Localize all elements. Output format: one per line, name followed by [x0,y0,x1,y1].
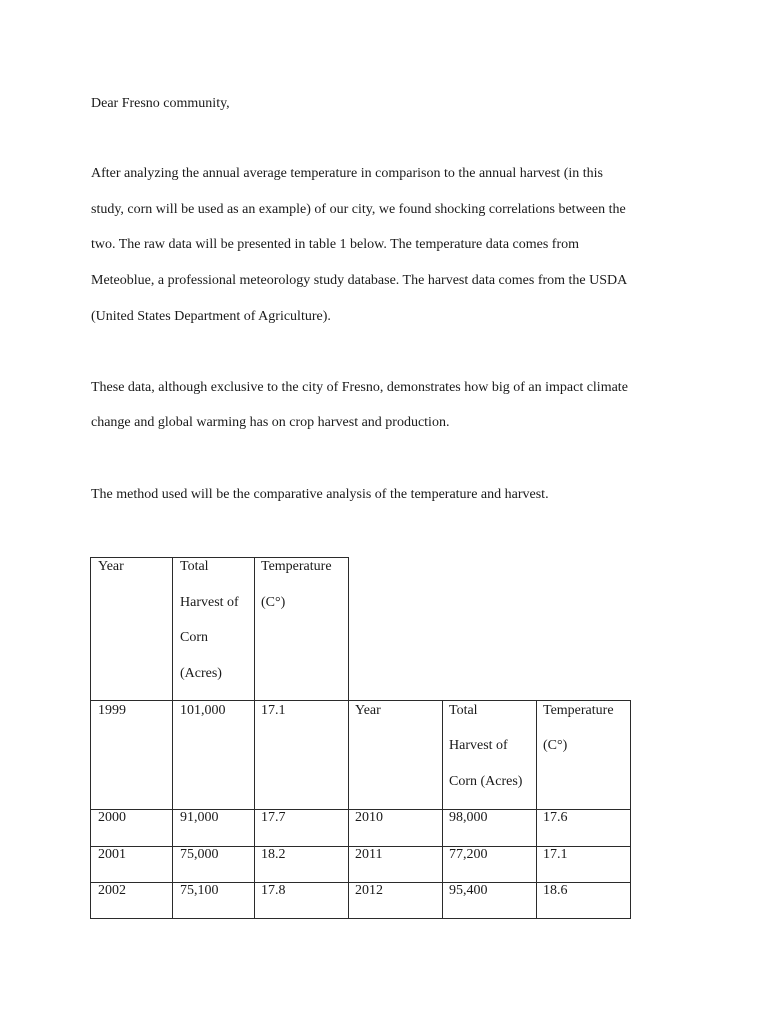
column-header-temperature-line: (C°) [261,595,286,610]
table-cell [254,557,349,701]
cell-year: 2001 [98,847,126,862]
paragraph-2-line-1: These data, although exclusive to the city of Fresno, demonstrates how big of an impact climate [91,380,628,395]
column-header-year: Year [98,559,124,574]
greeting: Dear Fresno community, [91,96,230,111]
column-header-harvest-line: Total [449,703,478,718]
cell-temperature: 17.1 [543,847,568,862]
cell-harvest: 91,000 [180,810,219,825]
cell-harvest: 101,000 [180,703,226,718]
column-header-temperature-line: (C°) [543,738,568,753]
cell-temperature: 18.2 [261,847,286,862]
column-header-harvest-line: Total [180,559,209,574]
paragraph-1-line-1: After analyzing the annual average temperature in comparison to the annual harvest (in this [91,166,603,181]
cell-temperature: 17.1 [261,703,286,718]
cell-temperature: 17.8 [261,883,286,898]
cell-year: 2002 [98,883,126,898]
cell-year: 2000 [98,810,126,825]
column-header-temperature-line: Temperature [543,703,614,718]
paragraph-1-line-5: (United States Department of Agriculture). [91,309,331,324]
cell-temperature: 17.6 [543,810,568,825]
cell-harvest: 95,400 [449,883,488,898]
cell-year: 1999 [98,703,126,718]
column-header-harvest-line: Corn [180,630,208,645]
cell-harvest: 77,200 [449,847,488,862]
cell-temperature: 17.7 [261,810,286,825]
paragraph-1-line-3: two. The raw data will be presented in table 1 below. The temperature data comes from [91,237,580,252]
column-header-harvest-line: Corn (Acres) [449,774,523,789]
paragraph-2-line-2: change and global warming has on crop harvest and production. [91,415,450,430]
column-header-harvest-line: Harvest of [449,738,508,753]
paragraph-1-line-4: Meteoblue, a professional meteorology study database. The harvest data comes from the USDA [91,273,628,288]
column-header-harvest-line: (Acres) [180,666,222,681]
cell-harvest: 98,000 [449,810,488,825]
cell-year: 2010 [355,810,383,825]
column-header-year: Year [355,703,381,718]
paragraph-1-line-2: study, corn will be used as an example) of our city, we found shocking correlations between the [91,202,626,217]
table-cell [90,557,173,701]
cell-temperature: 18.6 [543,883,568,898]
column-header-harvest-line: Harvest of [180,595,239,610]
cell-year: 2011 [355,847,383,862]
cell-harvest: 75,100 [180,883,219,898]
paragraph-3: The method used will be the comparative analysis of the temperature and harvest. [91,487,549,502]
cell-year: 2012 [355,883,383,898]
column-header-temperature-line: Temperature [261,559,332,574]
cell-harvest: 75,000 [180,847,219,862]
